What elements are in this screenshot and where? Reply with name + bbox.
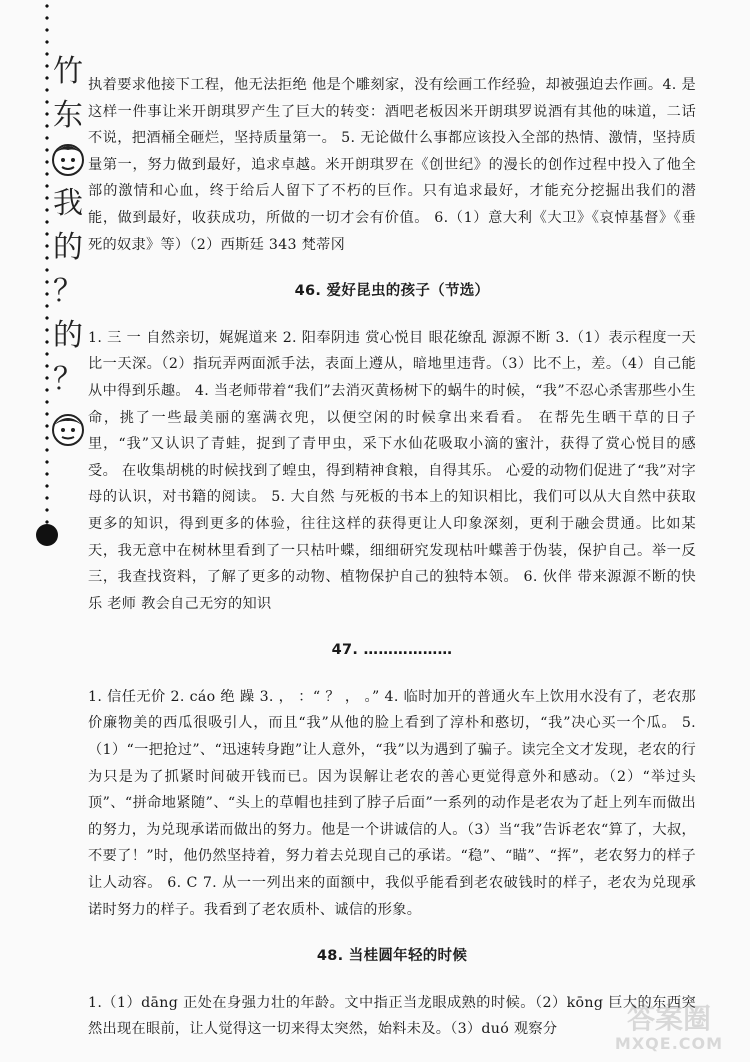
margin-char: ？	[53, 362, 83, 397]
watermark-text: 答案圈	[626, 1002, 711, 1035]
answer-paragraph: 执着要求他接下工程，他无法拒绝 他是个雕刻家，没有绘画工作经验，却被强迫去作画。4. 是这样一件事让米开朗琪罗产生了巨大的转变：酒吧老板因米开朗琪罗说酒有其他的味道，二话不说，把酒桶全砸烂，坚持质量第一。 5. 无论做什么事都应该投入全部的热情、激情，坚持质量第一，努力做到最好，追求卓越。米开朗琪罗在《创世纪》的漫长的创作过程中投入了他全部的激情和心血，终于给后人留下了不朽的巨作。只有追求最好，才能充分挖掘出我们的潜能，做到最好，收获成功，所做的一切才会有价值。 6.（1）意大利《大卫》《哀悼基督》《垂死的奴隶》等）（2）西斯廷 343 梵蒂冈	[88, 77, 696, 253]
margin-char: 竹	[53, 54, 83, 89]
margin-char: 东	[53, 98, 83, 133]
margin-char: 的	[53, 318, 83, 353]
section-title: 48. 当桂圆年轻的时候	[316, 948, 468, 965]
cartoon-face-icon	[48, 138, 88, 182]
margin-char: ？	[53, 274, 83, 309]
answer-paragraph: 1. 三 一 自然亲切，娓娓道来 2. 阳奉阴违 赏心悦目 眼花缭乱 源源不断 3.（1）表示程度一天比一天深。（2）指玩弄两面派手法，表面上遵从，暗地里违背。（3）比不上，差。（4）自己能从中得到乐趣。 4. 当老师带着“我们”去消灭黄杨树下的蜗牛的时候，“我”不忍心杀害那些小生命，挑了一些最美丽的塞满衣兜，以便空闲的时候拿出来看看。 在帮先生晒干草的日子里，“我”又认识了青蛙，捉到了青甲虫，采下水仙花吸取小滴的蜜汁，获得了赏心悦目的感受。 在收集胡桃的时候找到了蝗虫，得到精神食粮，自得其乐。 心爱的动物们促进了“我”对字母的认识，对书籍的阅读。 5. 大自然 与死板的书本上的知识相比，我们可以从大自然中获取更多的知识，得到更多的体验，往往这样的获得更让人印象深刻，更利于融会贯通。比如某天，我无意中在树林里看到了一只枯叶蝶，细细研究发现枯叶蝶善于伪装，保护自己。举一反三，我查找资料，了解了更多的动物、植物保护自己的独特本领。 6. 伙伴 带来源源不断的快乐 老师 教会自己无穷的知识	[88, 329, 696, 612]
answer-paragraph: 1. 信任无价 2. cáo 绝 躁 3. ， ：“ ？ ， 。” 4. 临时加开的普通火车上饮用水没有了，老农那价廉物美的西瓜很吸引人，而且“我”从他的脸上看到了淳朴和憨切，“我”决心买一个瓜。 5.（1）“一把抢过”、“迅速转身跑”让人意外，“我”以为遇到了骗子。读完全文才发现，老农的行为只是为了抓紧时间破开钱而已。因为误解让老农的善心更觉得意外和感动。（2）“举过头顶”、“拼命地紧随”、“头上的草帽也挂到了脖子后面”一系列的动作是老农为了赶上列车而做出的努力，为兑现承诺而做出的努力。他是一个讲诚信的人。（3）当“我”告诉老农“算了，大叔，不要了！”时，他仍然坚持着，努力着去兑现自己的承诺。“稳”、“瞄”、“挥”，老农努力的样子让人动容。 6. C 7. 从一一列出来的面额中，我似乎能看到老农破钱时的样子，老农为兑现承诺时努力的样子。我看到了老农质朴、诚信的形象。	[88, 688, 696, 918]
dot-marker	[36, 524, 58, 546]
watermark-logo	[604, 1004, 734, 1058]
answer-content	[88, 72, 696, 1043]
margin-decoration	[30, 0, 90, 560]
watermark-url: MXQE.COM	[614, 1034, 724, 1053]
section-title: 46. 爱好昆虫的孩子（节选）	[294, 283, 490, 300]
margin-char: 的	[53, 230, 83, 265]
handwritten-margin-text	[48, 50, 88, 452]
answer-paragraph: 1.（1）dāng 正处在身强力壮的年龄。文中指正当龙眼成熟的时候。（2）kōng 巨大的东西突然出现在眼前，让人觉得这一切来得太突然，始料未及。（3）duó 观察分	[88, 994, 696, 1038]
cartoon-face-icon	[48, 408, 88, 452]
margin-char: 我	[53, 186, 83, 221]
section-title: 47. ………………	[331, 642, 453, 659]
